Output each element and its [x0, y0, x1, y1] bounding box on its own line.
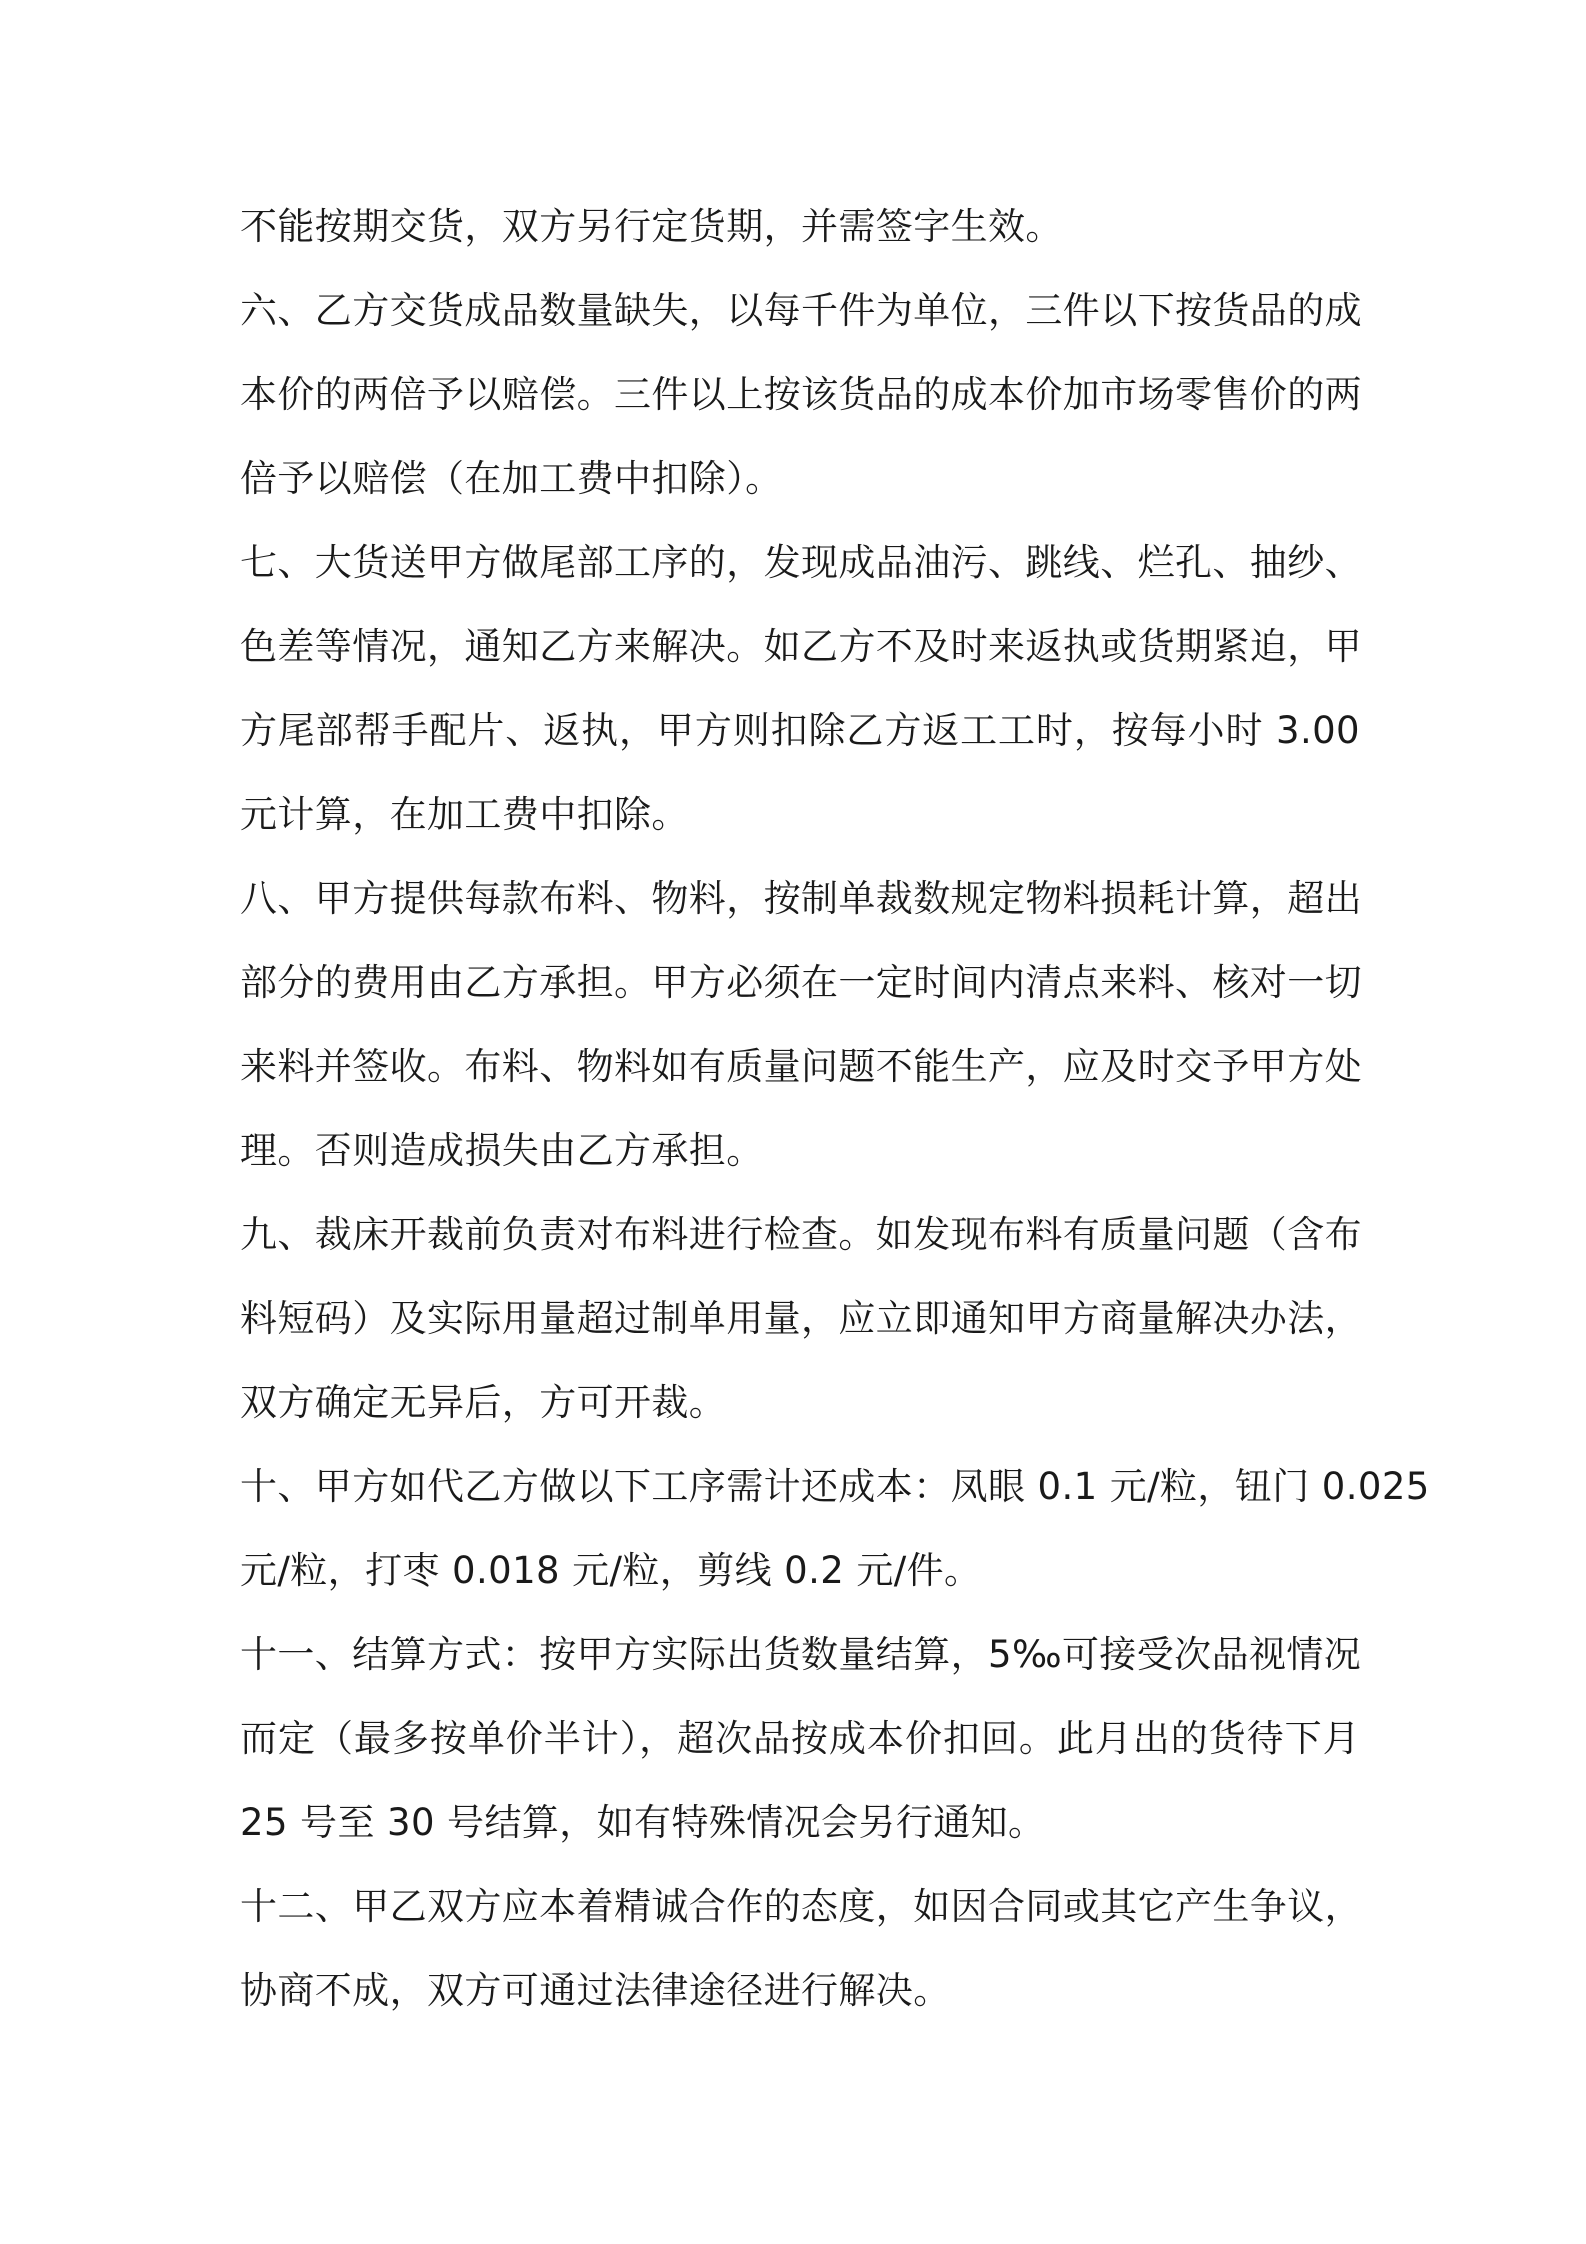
clause-9-line-1: 九、裁床开裁前负责对布料进行检查。如发现布料有质量问题（含布	[240, 1213, 1362, 1256]
clause-7-line-4: 元计算，在加工费中扣除。	[240, 793, 689, 836]
clause-9-line-3: 双方确定无异后，方可开裁。	[240, 1381, 727, 1424]
clause-12-line-2: 协商不成，双方可通过法律途径进行解决。	[240, 1969, 951, 2012]
clause-12-line-1: 十二、甲乙双方应本着精诚合作的态度，如因合同或其它产生争议，	[240, 1885, 1362, 1928]
clause-9-line-2: 料短码）及实际用量超过制单用量，应立即通知甲方商量解决办法，	[240, 1297, 1362, 1340]
text-line-1: 不能按期交货，双方另行定货期，并需签字生效。	[240, 205, 1063, 248]
clause-7-line-2: 色差等情况，通知乙方来解决。如乙方不及时来返执或货期紧迫，甲	[240, 625, 1362, 668]
contract-text-block	[240, 185, 1430, 2033]
clause-6-line-1: 六、乙方交货成品数量缺失，以每千件为单位，三件以下按货品的成	[240, 289, 1362, 332]
clause-10-line-1: 十、甲方如代乙方做以下工序需计还成本：凤眼 0.1 元/粒，钮门 0.025	[240, 1465, 1430, 1508]
clause-8-line-3: 来料并签收。布料、物料如有质量问题不能生产，应及时交予甲方处	[240, 1045, 1362, 1088]
clause-8-line-1: 八、甲方提供每款布料、物料，按制单裁数规定物料损耗计算，超出	[240, 877, 1362, 920]
clause-10-line-2: 元/粒，打枣 0.018 元/粒，剪线 0.2 元/件。	[240, 1549, 982, 1592]
clause-6-line-3: 倍予以赔偿（在加工费中扣除）。	[240, 457, 783, 500]
clause-11-line-3: 25 号至 30 号结算，如有特殊情况会另行通知。	[240, 1801, 1046, 1844]
clause-8-line-2: 部分的费用由乙方承担。甲方必须在一定时间内清点来料、核对一切	[240, 961, 1362, 1004]
clause-8-line-4: 理。否则造成损失由乙方承担。	[240, 1129, 764, 1172]
clause-7-line-3: 方尾部帮手配片、返执，甲方则扣除乙方返工工时，按每小时 3.00	[240, 709, 1360, 752]
clause-6-line-2: 本价的两倍予以赔偿。三件以上按该货品的成本价加市场零售价的两	[240, 373, 1362, 416]
clause-11-line-1: 十一、结算方式：按甲方实际出货数量结算，5‰可接受次品视情况	[240, 1633, 1362, 1676]
clause-11-line-2: 而定（最多按单价半计），超次品按成本价扣回。此月出的货待下月	[240, 1717, 1360, 1760]
clause-7-line-1: 七、大货送甲方做尾部工序的，发现成品油污、跳线、烂孔、抽纱、	[240, 541, 1362, 584]
